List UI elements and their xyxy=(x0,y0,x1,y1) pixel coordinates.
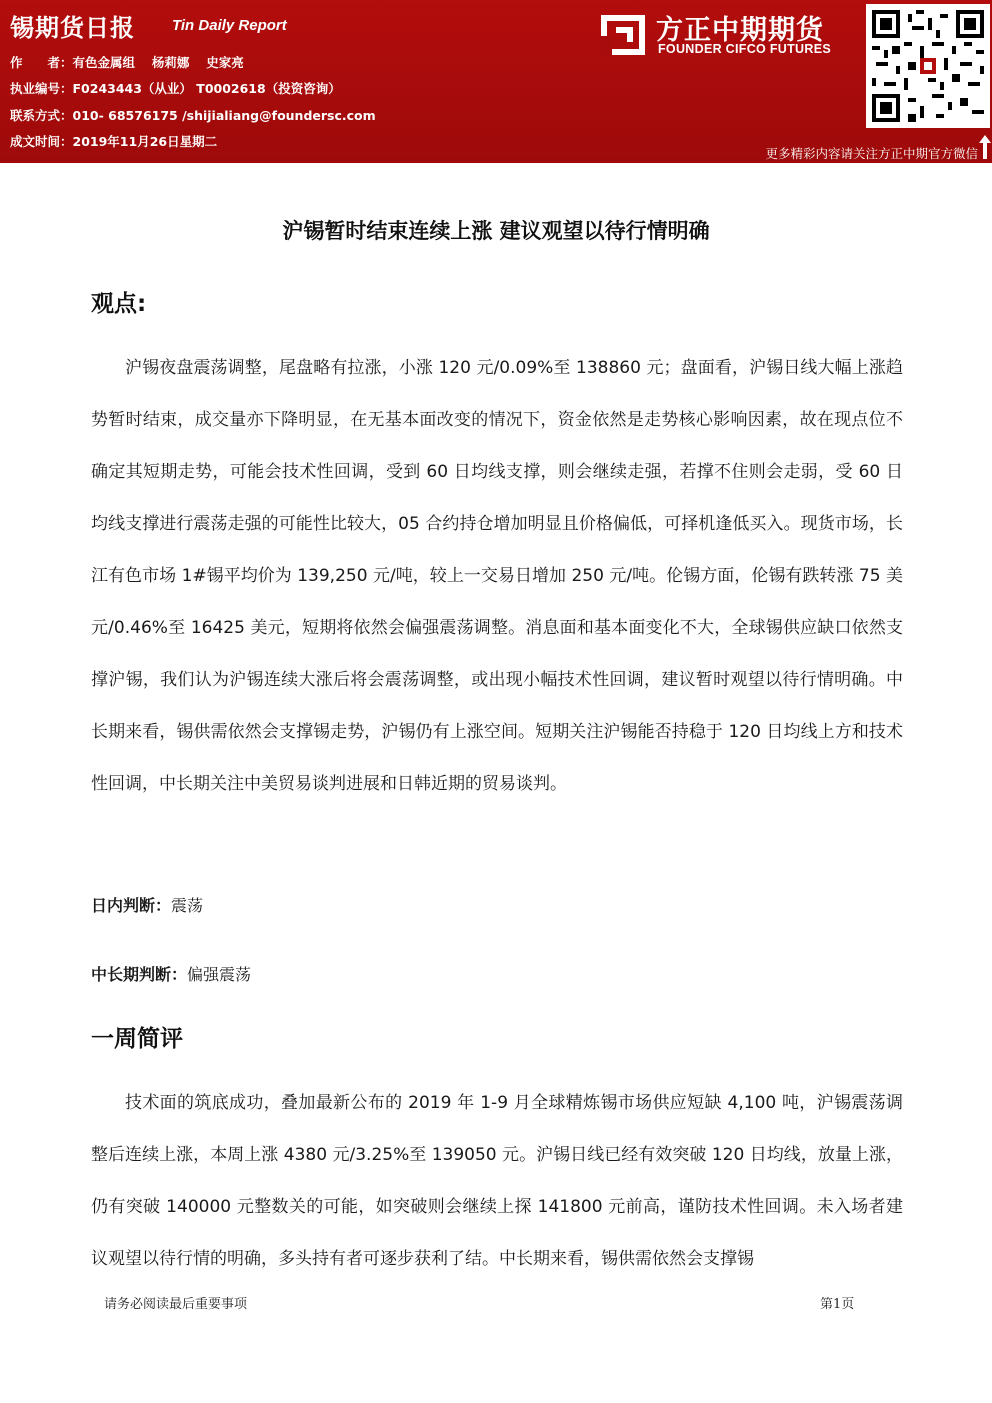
document-title: 沪锡暂时结束连续上涨 建议观望以待行情明确 xyxy=(282,219,710,243)
contact-value: 010- 68576175 /shijialiang@foundersc.com xyxy=(72,108,376,123)
author-line xyxy=(10,53,244,71)
logo-text-cn: 方正中期期货 xyxy=(656,15,824,46)
qr-code-icon xyxy=(872,10,984,122)
date-value: 2019年11月26日星期二 xyxy=(72,134,218,149)
arrow-up-icon xyxy=(978,134,992,160)
section-heading-viewpoint: 观点: xyxy=(91,291,147,317)
report-title-cn: 锡期货日报 xyxy=(10,14,135,42)
footer-notice: 请务必阅读最后重要事项 xyxy=(104,1297,248,1312)
viewpoint-paragraph: 沪锡夜盘震荡调整，尾盘略有拉涨，小涨 120 元/0.09%至 138860 元；盘面看，沪锡日线大幅上涨趋势暂时结束，成交量亦下降明显，在无基本面改变的情况下，资金依然是走势核心影响因素，故在现点位不确定其短期走势，可能会技术性回调，受到 60 日均线支撑，则会继续走强，若撑不住则会走弱，受 60 日均线支撑进行震荡走强的可能性比较大，05 合约持仓增加明显且价格偏低，可择机逢低买入。现货市场，长江有色市场 1#锡平均价为 139,250 元/吨，较上一交易日增加 250 元/吨。伦锡方面，伦锡有跌转涨 75 美元/0.46%至 16425 美元，短期将依然会偏强震荡调整。消息面和基本面变化不大，全球锡供应缺口依然支撑沪锡，我们认为沪锡连续大涨后将会震荡调整，或出现小幅技术性回调，建议暂时观望以待行情明确。中长期来看，锡供需依然会支撑锡走势，沪锡仍有上涨空间。短期关注沪锡能否持稳于 120 日均线上方和技术性回调，中长期关注中美贸易谈判进展和日韩近期的贸易谈判。 xyxy=(91,358,903,794)
intraday-label: 日内判断： xyxy=(91,896,172,915)
author-value: 有色金属组 杨莉娜 史家亮 xyxy=(72,55,244,70)
company-logo xyxy=(600,8,862,60)
longterm-label: 中长期判断： xyxy=(91,965,188,984)
longterm-value: 偏强震荡 xyxy=(187,965,252,984)
license-line xyxy=(10,79,341,97)
report-title-en: Tin Daily Report xyxy=(172,17,287,34)
page-number: 第1页 xyxy=(820,1297,855,1312)
intraday-value: 震荡 xyxy=(171,896,204,915)
license-value: F0243443（从业） T0002618（投资咨询） xyxy=(72,81,341,96)
follow-wechat-text: 更多精彩内容请关注方正中期官方微信 xyxy=(765,146,978,161)
contact-line xyxy=(10,106,376,124)
logo-mark-icon xyxy=(600,12,646,58)
date-line xyxy=(10,132,217,150)
date-label: 成文时间： xyxy=(10,134,73,149)
license-label: 执业编号： xyxy=(10,81,73,96)
contact-label: 联系方式： xyxy=(10,108,73,123)
section-heading-weekly: 一周简评 xyxy=(91,1026,183,1052)
author-label: 作 者： xyxy=(10,55,73,70)
qr-code xyxy=(866,4,990,128)
report-header xyxy=(0,0,992,163)
logo-text-en: FOUNDER CIFCO FUTURES xyxy=(658,42,831,56)
weekly-review-paragraph: 技术面的筑底成功，叠加最新公布的 2019 年 1-9 月全球精炼锡市场供应短缺 4,100 吨，沪锡震荡调整后连续上涨，本周上涨 4380 元/3.25%至 139050 元。沪锡日线已经有效突破 120 日均线，放量上涨，仍有突破 140000 元整数关的可能，如突破则会继续上探 141800 元前高，谨防技术性回调。未入场者建议观望以待行情的明确，多头持有者可逐步获利了结。中长期来看，锡供需依然会支撑锡 xyxy=(91,1093,903,1269)
longterm-judgment xyxy=(91,962,251,985)
intraday-judgment xyxy=(91,893,203,916)
